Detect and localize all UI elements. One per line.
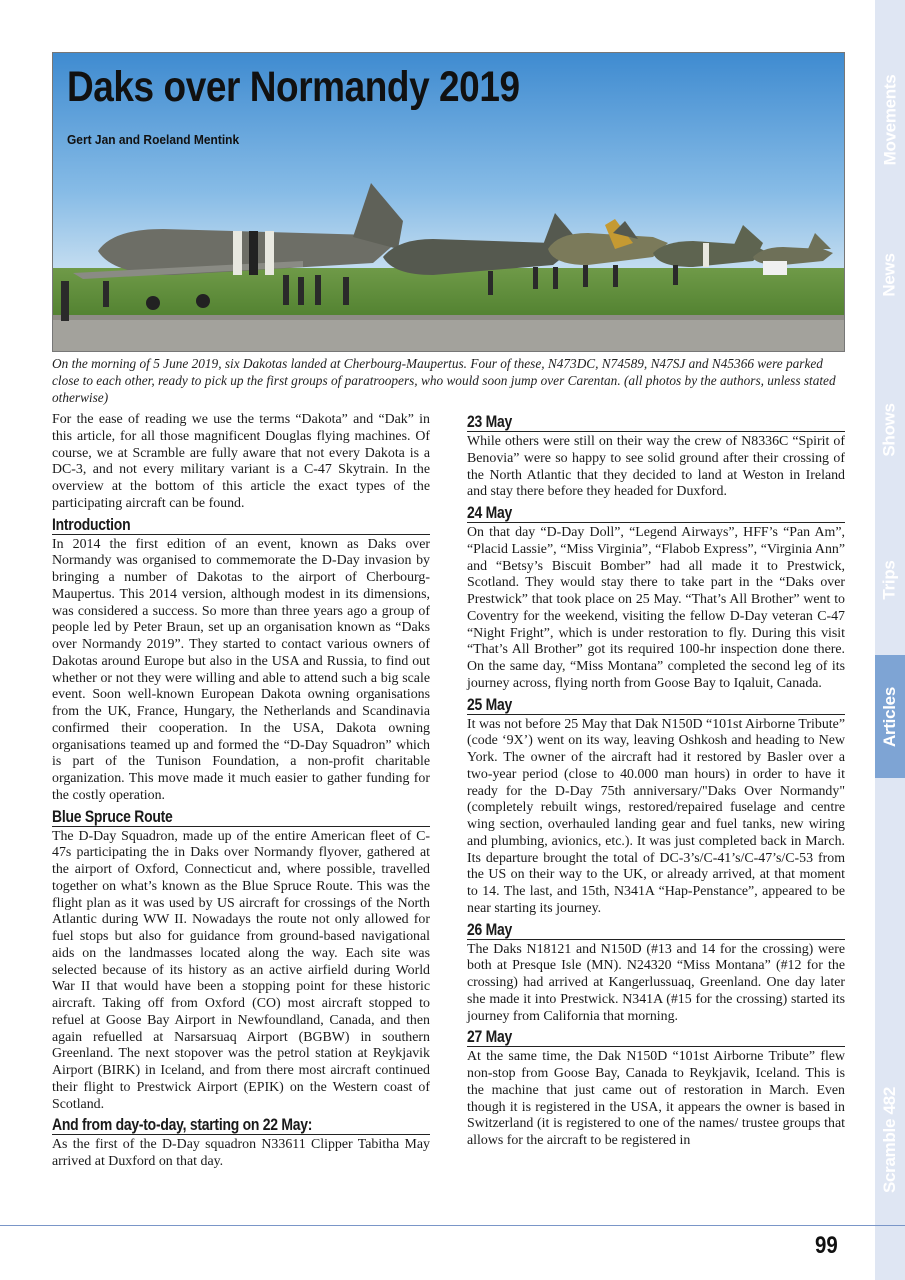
heading-text: Blue Spruce Route	[52, 806, 173, 826]
tab-label: Articles	[880, 686, 899, 747]
section-heading	[467, 1027, 845, 1047]
section-paragraph: It was not before 25 May that Dak N150D “101st Airborne Tribute” (code ‘9X’) went on its way, leaving Oshkosh and heading to New York. The owner of the aircraft had it restored by Basler over a two-year period (close to 40.000 man hours) in order to have it ready for the D-Day 75th anniversary/"Daks Over Normandy" (completely rebuilt wings, restored/repaired fuselage and centre wing section, overhauled landing gear and fuel tanks, new wiring and plumbing, avionics, etc.). It was just completed back in March. Its departure brought the total of DC-3’s/C-41’s/C-47’s/C-53 from the US on their way to the UK, or already arrived, at that moment to 14. The last, and 15th, N341A “Hap-Penstance”, appeared to be near starting its journey.	[467, 716, 845, 916]
section-heading	[467, 503, 845, 523]
section-paragraph: At the same time, the Dak N150D “101st Airborne Tribute” flew non-stop from Goose Bay, Canada to Reykjavik, Iceland. This is the machine that just came out of restoration in March. Even though it is registered in the USA, it appears the owner is based in Switzerland (it is registered to one of the names/ trustee groups that allows for the aircraft to be registered in	[467, 1049, 845, 1148]
article-hero-photo	[52, 52, 845, 352]
tab-label: News	[880, 253, 899, 297]
tab-shows[interactable]	[875, 390, 905, 470]
heading-text: And from day-to-day, starting on 22 May:	[52, 1115, 313, 1135]
heading-text: Introduction	[52, 514, 131, 534]
tab-trips[interactable]	[875, 550, 905, 610]
tab-label: Movements	[880, 74, 900, 166]
section-paragraph: The D-Day Squadron, made up of the entire American fleet of C-47s participating the in Daks over Normandy flyover, gathered at the airport of Oxford, Connecticut and, where possible, travelled together on what’s known as the Blue Spruce Route. This was the flight plan as it was used by US aircraft for crossings of the North Atlantic during WW II. Nowadays the route not only allowed for fuel stops but also for guidance from ground-based navigational aids on the landmasses located along the way. Each site was selected because of its history as an active airfield during World War II that would have been a stopping point for these historic aircraft. Taking off from Oxford (CO) most aircraft stopped to refuel at Goose Bay Airport in Newfoundland, Canada, and then again refuelled at Narsarsuaq Airport (BGBW) in southern Greenland. The next stopover was the petrol station at Reykjavik Airport (BIRK) in Iceland, and from there most aircraft continued their flight to Prestwick Airport (EPIK) on the Western coast of Scotland.	[52, 828, 430, 1112]
heading-text: 25 May	[467, 694, 513, 714]
left-column	[52, 412, 430, 1171]
page-number: 99	[815, 1232, 838, 1259]
footer-rule	[0, 1225, 905, 1226]
tab-label: Scramble 482	[880, 1086, 899, 1194]
heading-text: 26 May	[467, 919, 513, 939]
section-heading	[52, 515, 430, 535]
heading-text: 27 May	[467, 1027, 513, 1047]
tab-news[interactable]	[875, 240, 905, 310]
article-authors: Gert Jan and Roeland Mentink	[67, 132, 240, 147]
section-paragraph: While others were still on their way the crew of N8336C “Spirit of Benovia” were so happy to see solid ground after their crossing of the North Atlantic that they decided to land at Weston in Ireland and stay there before they headed for Duxford.	[467, 434, 845, 500]
section-heading	[52, 807, 430, 827]
tab-articles[interactable]	[875, 655, 905, 778]
section-sidebar	[875, 0, 905, 1280]
heading-text: 23 May	[467, 412, 513, 431]
article-title: Daks over Normandy 2019	[67, 63, 520, 111]
tab-issue[interactable]	[875, 1070, 905, 1210]
tab-label: Trips	[880, 560, 899, 600]
tab-label: Shows	[880, 403, 900, 457]
photo-caption: On the morning of 5 June 2019, six Dakotas landed at Cherbourg-Maupertus. Four of these, N473DC, N74589, N47SJ and N45366 were parked close to each other, ready to pick up the first groups of paratroopers, who would soon jump over Carentan. (all photos by the authors, unless stated otherwise)	[52, 356, 836, 405]
right-column	[467, 410, 845, 1150]
section-paragraph: In 2014 the first edition of an event, known as Daks over Normandy was organised to commemorate the D-Day invasion by bringing a number of Dakotas to the airport of Cherbourg-Maupertus. This 2014 version, although modest in its dimensions, was considered a success. So more than three years ago a group of people led by Peter Braun, set up an organisation known as “Daks over Normandy 2019”. They started to contact various owners of Dakotas around Europe but also in the USA and Russia, to find out whether or not they were willing and able to attend such a big scale event. Soon well-known European Dakota owning organisations from the UK, France, Hungary, the Netherlands and Scandinavia confirmed their cooperation. In the USA, Dakota owning organisations teamed up and formed the “D-Day Squadron” which is part of the Tunison Foundation, a non-profit charitable organization. This move made it much easier to gather funding for the costly operation.	[52, 536, 430, 803]
tab-movements[interactable]	[875, 60, 905, 180]
heading-text: 24 May	[467, 503, 513, 522]
section-heading	[52, 1115, 430, 1135]
intro-paragraph: For the ease of reading we use the terms “Dakota” and “Dak” in this article, for all those magnificent Douglas flying machines. Of course, we at Scramble are fully aware that not every Dakota is a DC-3, and not every military variant is a C-47 Skytrain. In the overview at the bottom of this article the exact types of the participating aircraft can be found.	[52, 412, 430, 511]
section-heading	[467, 920, 845, 940]
section-heading	[467, 695, 845, 715]
section-paragraph: On that day “D-Day Doll”, “Legend Airways”, HFF’s “Pan Am”, “Placid Lassie”, “Miss Virginia”, “Flabob Express”, “Virginia Ann” and “Betsy’s Biscuit Bomber” had all made it to Prestwick, Scotland. They would stay there to take part in the “Daks over Prestwick” that took place on 25 May. “That’s All Brother” went to Coventry for the weekend, visiting the fellow D-Day veteran C-47 “Night Fright”, which is under restoration to fly. During this visit “That’s All Brother” got its required 100-hr inspection done there. On the same day, “Miss Montana” completed the second leg of its journey across, flying north from Goose Bay to Iqaluit, Canada.	[467, 525, 845, 691]
section-heading	[467, 412, 845, 432]
section-paragraph: The Daks N18121 and N150D (#13 and 14 for the crossing) were both at Presque Isle (MN). N24320 “Miss Montana” (#12 for the crossing) had arrived at Kangerlussuaq, Greenland. One day later she made it into Prestwick. N341A (#15 for the crossing) started its journey from California that morning.	[467, 941, 845, 1024]
section-paragraph: As the first of the D-Day squadron N33611 Clipper Tabitha May arrived at Duxford on that day.	[52, 1137, 430, 1169]
